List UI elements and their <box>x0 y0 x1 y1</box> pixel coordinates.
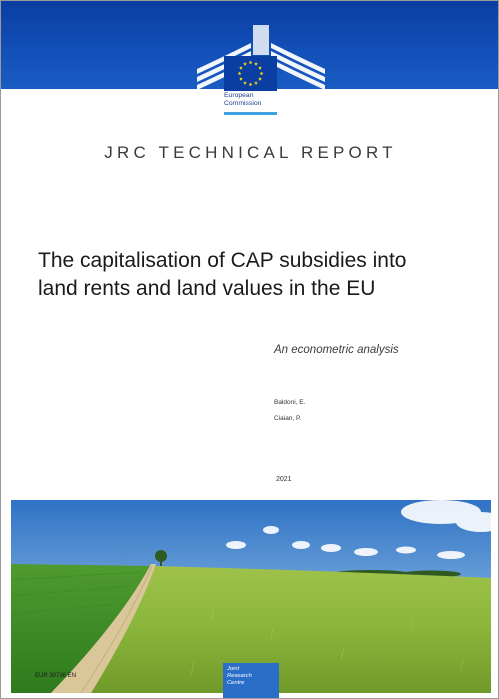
report-title-line2: land rents and land values in the EU <box>38 277 376 300</box>
author-1: Baldoni, E. <box>274 399 306 406</box>
jrc-badge-line1: Joint <box>227 666 240 672</box>
jrc-badge-line2: Research <box>227 672 252 679</box>
author-2: Ciaian, P. <box>274 415 302 422</box>
publication-year: 2021 <box>276 476 292 483</box>
report-type-label: JRC TECHNICAL REPORT <box>104 143 397 162</box>
eu-flag-icon <box>224 56 277 91</box>
ec-logo-line2: Commission <box>224 100 262 107</box>
authors-list <box>274 399 305 431</box>
report-subtitle: An econometric analysis <box>274 344 399 356</box>
report-title-line1: The capitalisation of CAP subsidies into <box>38 249 407 272</box>
ec-logo-text <box>224 92 284 108</box>
eur-number: EUR 30736 EN <box>35 673 77 679</box>
ec-logo-underline <box>224 112 277 115</box>
ec-logo-line1: European <box>224 92 254 99</box>
jrc-badge-line3: Centre <box>227 679 245 686</box>
report-title <box>38 247 458 303</box>
jrc-badge <box>223 663 279 699</box>
